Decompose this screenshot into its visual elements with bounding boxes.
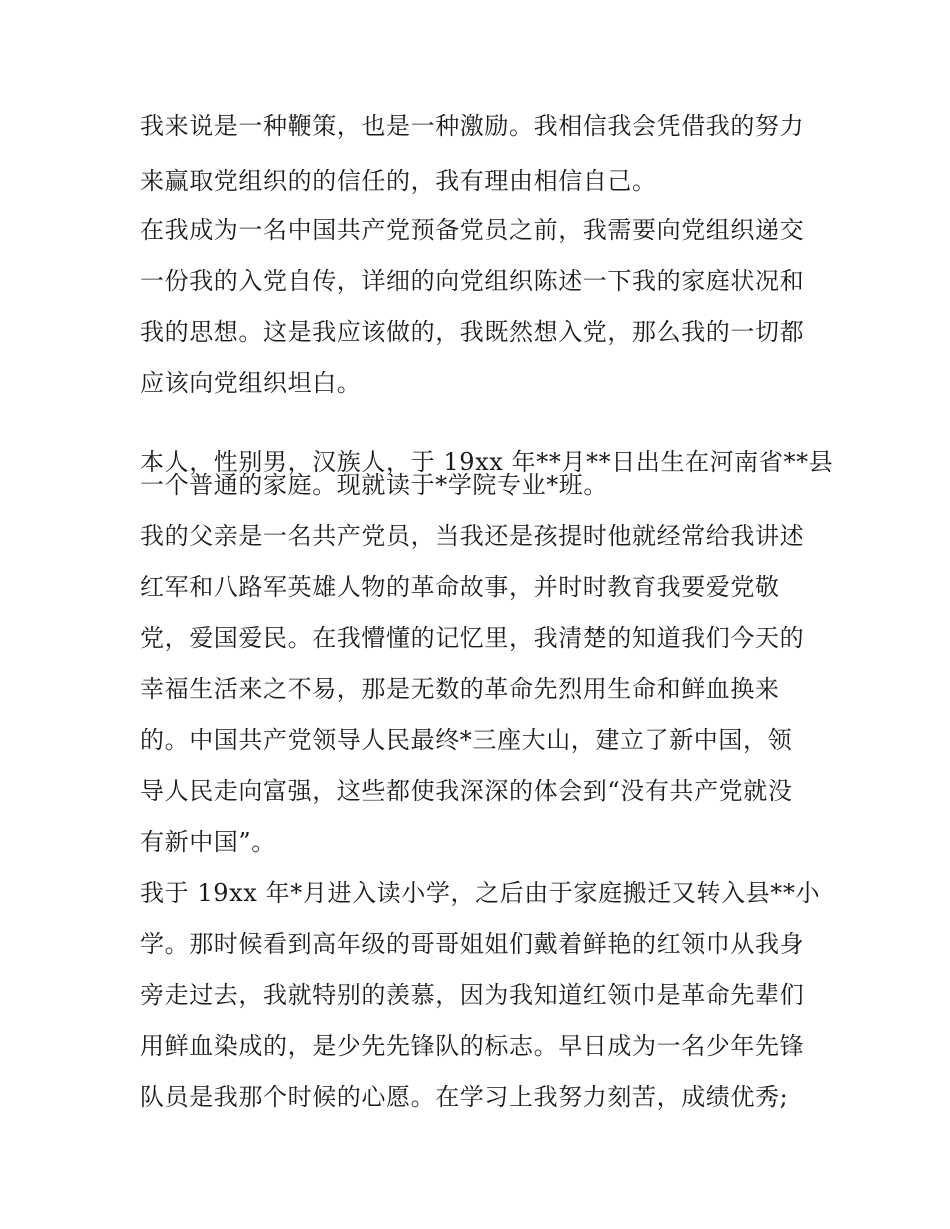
text-line: 我的父亲是一名共产党员，当我还是孩提时他就经常给我讲述 bbox=[140, 522, 805, 550]
text-line: 导人民走向富强，这些都使我深深的体会到“没有共产党就没 bbox=[140, 777, 793, 805]
text-line: 队员是我那个时候的心愿。在学习上我努力刻苦，成绩优秀; bbox=[140, 1083, 789, 1111]
text-line: 我来说是一种鞭策，也是一种激励。我相信我会凭借我的努力 bbox=[140, 112, 805, 140]
text-line: 有新中国”。 bbox=[140, 828, 276, 856]
text-line: 用鲜血染成的，是少先先锋队的标志。早日成为一名少年先锋 bbox=[140, 1032, 805, 1060]
text-line: 红军和八路军英雄人物的革命故事，并时时教育我要爱党敬 bbox=[140, 573, 780, 601]
text-line: 一个普通的家庭。现就读于*学院专业*班。 bbox=[140, 471, 608, 499]
text-line: 来赢取党组织的的信任的，我有理由相信自己。 bbox=[140, 167, 657, 195]
text-line: 的。中国共产党领导人民最终*三座大山，建立了新中国，领 bbox=[140, 726, 793, 754]
text-line: 一份我的入党自传，详细的向党组织陈述一下我的家庭状况和 bbox=[140, 267, 805, 295]
text-line: 我于 19xx 年*月进入读小学，之后由于家庭搬迁又转入县**小 bbox=[140, 879, 821, 907]
text-line: 旁走过去，我就特别的羡慕，因为我知道红领巾是革命先辈们 bbox=[140, 981, 805, 1009]
text-line: 应该向党组织坦白。 bbox=[140, 369, 362, 397]
text-line: 在我成为一名中国共产党预备党员之前，我需要向党组织递交 bbox=[140, 216, 805, 244]
text-line: 学。那时候看到高年级的哥哥姐姐们戴着鲜艳的红领巾从我身 bbox=[140, 930, 805, 958]
text-line: 幸福生活来之不易，那是无数的革命先烈用生命和鲜血换来 bbox=[140, 675, 780, 703]
text-line: 本人，性别男，汉族人，于 19xx 年**月**日出生在河南省**县 bbox=[140, 448, 834, 476]
text-line: 党，爱国爱民。在我懵懂的记忆里，我清楚的知道我们今天的 bbox=[140, 624, 805, 652]
text-line: 我的思想。这是我应该做的，我既然想入党，那么我的一切都 bbox=[140, 318, 805, 346]
